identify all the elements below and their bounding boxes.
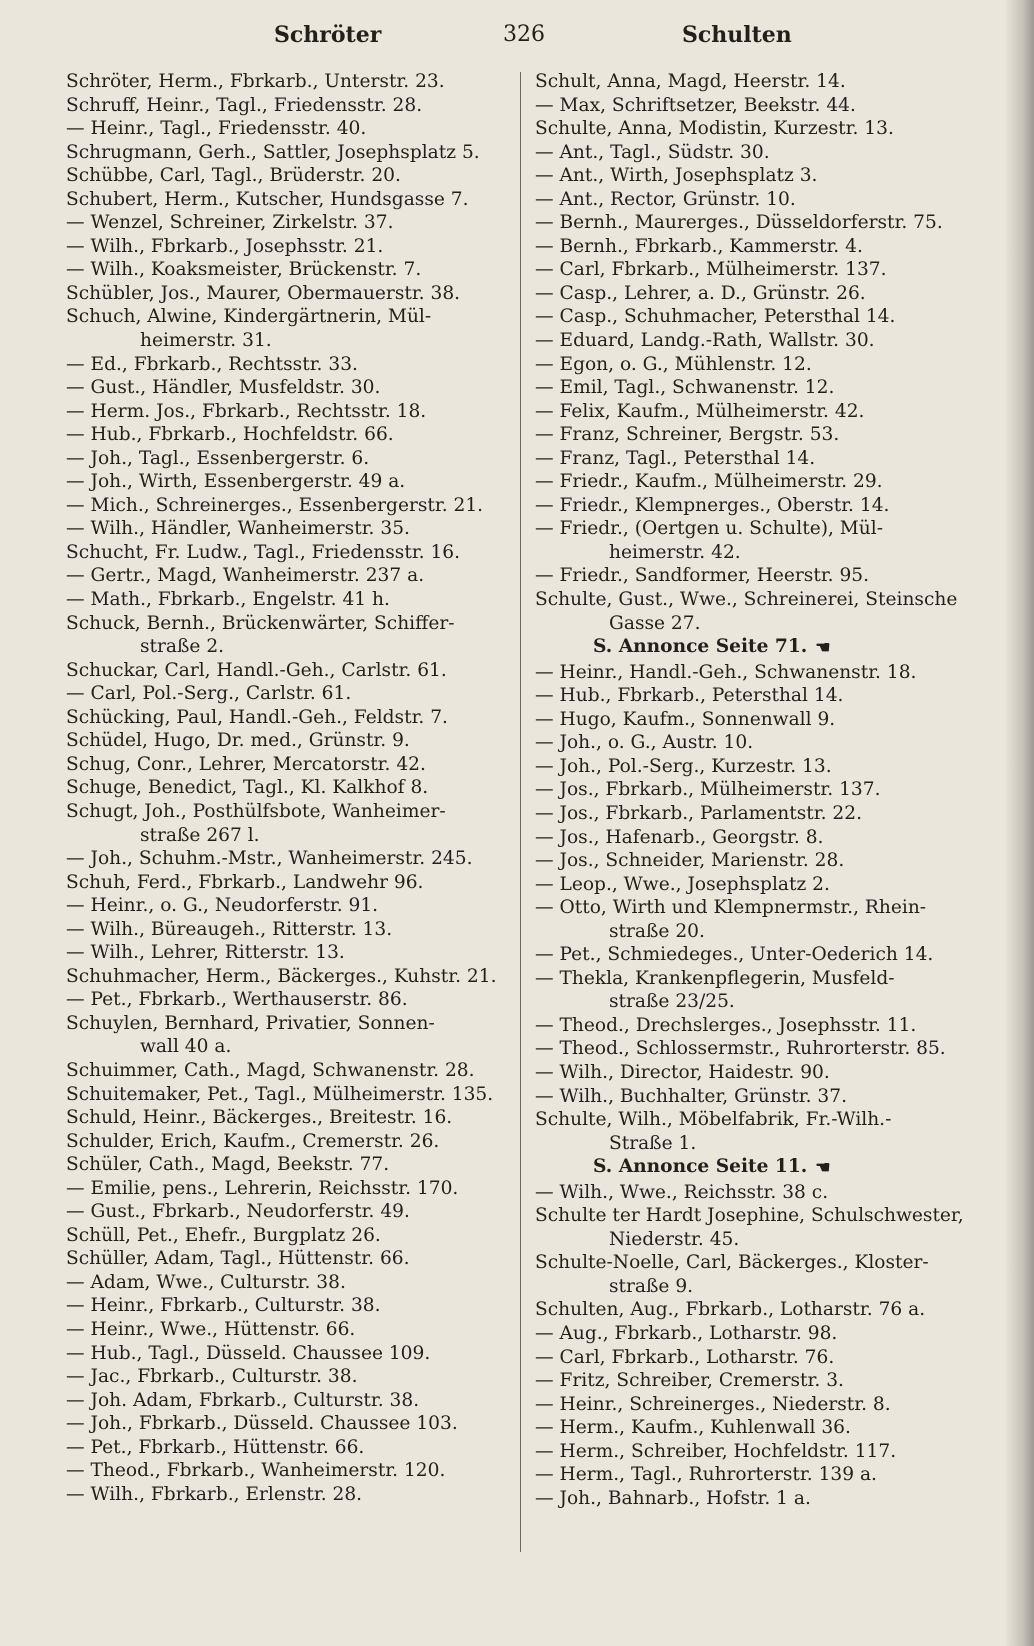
- directory-entry: — Jos., Fbrkarb., Parlamentstr. 22.: [535, 802, 863, 824]
- directory-entry: — Jos., Schneider, Marienstr. 28.: [535, 850, 845, 872]
- directory-entry-continuation: straße 9.: [609, 1275, 694, 1297]
- directory-entry: Schulte ter Hardt Josephine, Schulschwester,: [535, 1205, 964, 1227]
- directory-entry: Schucht, Fr. Ludw., Tagl., Friedensstr. 16.: [66, 541, 461, 563]
- directory-entry: — Hub., Fbrkarb., Hochfeldstr. 66.: [66, 424, 394, 446]
- directory-entry: Schüller, Adam, Tagl., Hüttenstr. 66.: [66, 1248, 410, 1270]
- directory-entry: — Gust., Händler, Musfeldstr. 30.: [66, 377, 381, 399]
- directory-entry: — Heinr., Schreinerges., Niederstr. 8.: [535, 1393, 891, 1415]
- directory-entry: — Wilh., Lehrer, Ritterstr. 13.: [66, 942, 345, 964]
- directory-entry: — Wilh., Fbrkarb., Erlenstr. 28.: [66, 1483, 363, 1505]
- header-left-keyword: Schröter: [274, 22, 382, 48]
- directory-entry: Schuckar, Carl, Handl.-Geh., Carlstr. 61.: [66, 659, 447, 681]
- directory-entry: Schröter, Herm., Fbrkarb., Unterstr. 23.: [66, 71, 445, 92]
- directory-entry: Schug, Conr., Lehrer, Mercatorstr. 42.: [66, 753, 426, 775]
- directory-entry: — Joh., Tagl., Essenbergerstr. 6.: [66, 447, 370, 469]
- page-number: 326: [503, 22, 545, 47]
- directory-entry: — Jos., Fbrkarb., Mülheimerstr. 137.: [535, 779, 881, 801]
- directory-entry: — Herm., Kaufm., Kuhlenwall 36.: [535, 1417, 851, 1439]
- directory-entry: Schuck, Bernh., Brückenwärter, Schiffer-: [66, 612, 455, 634]
- directory-entry: — Thekla, Krankenpflegerin, Musfeld-: [535, 967, 895, 989]
- directory-entry: Schulder, Erich, Kaufm., Cremerstr. 26.: [66, 1130, 440, 1152]
- pointing-hand-icon: ☚: [815, 1158, 831, 1179]
- directory-entry: — Jac., Fbrkarb., Culturstr. 38.: [66, 1366, 358, 1388]
- right-column: [535, 70, 995, 1510]
- directory-entry: — Bernh., Fbrkarb., Kammerstr. 4.: [535, 235, 863, 257]
- directory-entry-continuation: straße 23/25.: [609, 991, 735, 1013]
- directory-entry: — Joh., Schuhm.-Mstr., Wanheimerstr. 245.: [66, 848, 473, 870]
- directory-entry: Schuhmacher, Herm., Bäckerges., Kuhstr. 21.: [66, 965, 497, 987]
- directory-entry: Schrugmann, Gerh., Sattler, Josephsplatz 5.: [66, 141, 480, 163]
- directory-entry: Schuitemaker, Pet., Tagl., Mülheimerstr. 135.: [66, 1083, 494, 1105]
- directory-entry-continuation: Gasse 27.: [609, 612, 701, 634]
- directory-entry: — Joh., o. G., Austr. 10.: [535, 732, 754, 754]
- page-edge-shadow: [1006, 0, 1034, 1646]
- directory-entry: Schulte, Gust., Wwe., Schreinerei, Steinsche: [535, 589, 958, 611]
- directory-entry: Schubert, Herm., Kutscher, Hundsgasse 7.: [66, 188, 469, 210]
- directory-entry: — Wilh., Director, Haidestr. 90.: [535, 1061, 830, 1083]
- directory-entry: — Ant., Wirth, Josephsplatz 3.: [535, 165, 818, 187]
- directory-entry: — Wilh., Fbrkarb., Josephsstr. 21.: [66, 235, 384, 257]
- directory-entry: Schuge, Benedict, Tagl., Kl. Kalkhof 8.: [66, 777, 429, 799]
- directory-entry: — Friedr., Klempnerges., Oberstr. 14.: [535, 494, 890, 516]
- directory-entry: Schüdel, Hugo, Dr. med., Grünstr. 9.: [66, 730, 410, 752]
- directory-entry: — Joh. Adam, Fbrkarb., Culturstr. 38.: [66, 1389, 420, 1411]
- header-right-keyword: Schulten: [682, 22, 792, 48]
- directory-entry: Schulten, Aug., Fbrkarb., Lotharstr. 76 a.: [535, 1299, 926, 1321]
- directory-entry: — Wilh., Buchhalter, Grünstr. 37.: [535, 1085, 848, 1107]
- directory-entry: — Max, Schriftsetzer, Beekstr. 44.: [535, 94, 856, 116]
- directory-entry: — Theod., Fbrkarb., Wanheimerstr. 120.: [66, 1460, 446, 1482]
- directory-entry: Schugt, Joh., Posthülfsbote, Wanheimer-: [66, 800, 446, 822]
- directory-entry: — Heinr., Wwe., Hüttenstr. 66.: [66, 1318, 356, 1340]
- directory-entry-continuation: straße 2.: [140, 636, 225, 658]
- directory-entry: — Ed., Fbrkarb., Rechtsstr. 33.: [66, 353, 358, 375]
- directory-entry: Schuch, Alwine, Kindergärtnerin, Mül-: [66, 306, 432, 328]
- directory-entry-continuation: straße 267 l.: [140, 824, 260, 846]
- directory-entry: — Wilh., Koaksmeister, Brückenstr. 7.: [66, 259, 422, 281]
- directory-entry: Schücking, Paul, Handl.-Geh., Feldstr. 7.: [66, 706, 448, 728]
- directory-entry: — Pet., Fbrkarb., Hüttenstr. 66.: [66, 1436, 365, 1458]
- directory-entry: Schulte, Anna, Modistin, Kurzestr. 13.: [535, 118, 894, 140]
- column-divider: [520, 72, 521, 1552]
- directory-entry: — Joh., Pol.-Serg., Kurzestr. 13.: [535, 755, 832, 777]
- directory-entry: — Joh., Wirth, Essenbergerstr. 49 a.: [66, 471, 406, 493]
- directory-entry: — Hugo, Kaufm., Sonnenwall 9.: [535, 708, 836, 730]
- directory-entry-continuation: Straße 1.: [609, 1132, 697, 1154]
- page-header: [0, 20, 1034, 56]
- directory-entry: Schruff, Heinr., Tagl., Friedensstr. 28.: [66, 94, 423, 116]
- directory-entry: — Emil, Tagl., Schwanenstr. 12.: [535, 377, 835, 399]
- directory-entry: — Herm. Jos., Fbrkarb., Rechtsstr. 18.: [66, 400, 427, 422]
- directory-entry: Schuld, Heinr., Bäckerges., Breitestr. 16.: [66, 1107, 453, 1129]
- directory-entry: — Carl, Fbrkarb., Lotharstr. 76.: [535, 1346, 835, 1368]
- directory-entry-continuation: heimerstr. 42.: [609, 541, 741, 563]
- directory-entry: — Friedr., Sandformer, Heerstr. 95.: [535, 565, 870, 587]
- directory-entry: — Emilie, pens., Lehrerin, Reichsstr. 170.: [66, 1177, 459, 1199]
- directory-entry: — Wilh., Wwe., Reichsstr. 38 c.: [535, 1181, 829, 1203]
- directory-entry: — Franz, Tagl., Petersthal 14.: [535, 447, 816, 469]
- directory-entry: — Hub., Fbrkarb., Petersthal 14.: [535, 685, 844, 707]
- directory-entry: — Theod., Schlossermstr., Ruhrorterstr. 85.: [535, 1038, 946, 1060]
- directory-entry: — Heinr., Tagl., Friedensstr. 40.: [66, 118, 367, 140]
- directory-entry: — Wenzel, Schreiner, Zirkelstr. 37.: [66, 212, 394, 234]
- directory-entry: — Wilh., Büreaugeh., Ritterstr. 13.: [66, 918, 393, 940]
- directory-entry: — Math., Fbrkarb., Engelstr. 41 h.: [66, 589, 390, 611]
- directory-entry: — Franz, Schreiner, Bergstr. 53.: [535, 424, 840, 446]
- directory-entry: — Otto, Wirth und Klempnermstr., Rhein-: [535, 897, 927, 919]
- directory-entry: — Eduard, Landg.-Rath, Wallstr. 30.: [535, 330, 875, 352]
- directory-entry: — Wilh., Händler, Wanheimerstr. 35.: [66, 518, 410, 540]
- directory-entry: Schuh, Ferd., Fbrkarb., Landwehr 96.: [66, 871, 424, 893]
- directory-entry-continuation: straße 20.: [609, 920, 705, 942]
- directory-entry: — Friedr., Kaufm., Mülheimerstr. 29.: [535, 471, 883, 493]
- directory-entry: Schübbe, Carl, Tagl., Brüderstr. 20.: [66, 165, 401, 187]
- directory-entry: — Hub., Tagl., Düsseld. Chaussee 109.: [66, 1342, 431, 1364]
- pointing-hand-icon: ☚: [815, 638, 831, 659]
- directory-entry: — Casp., Lehrer, a. D., Grünstr. 26.: [535, 282, 866, 304]
- directory-entry: — Friedr., (Oertgen u. Schulte), Mül-: [535, 518, 884, 540]
- directory-entry: — Joh., Fbrkarb., Düsseld. Chaussee 103.: [66, 1413, 458, 1435]
- directory-entry: — Theod., Drechslerges., Josephsstr. 11.: [535, 1014, 917, 1036]
- directory-entry: Schüll, Pet., Ehefr., Burgplatz 26.: [66, 1224, 381, 1246]
- annonce-reference: [535, 1155, 995, 1181]
- directory-entry: Schulte-Noelle, Carl, Bäckerges., Kloster-: [535, 1252, 929, 1274]
- directory-entry: — Fritz, Schreiber, Cremerstr. 3.: [535, 1370, 844, 1392]
- annonce-text: S. Annonce Seite 11.: [593, 1156, 808, 1178]
- directory-entry: — Casp., Schuhmacher, Petersthal 14.: [535, 306, 896, 328]
- directory-entry-continuation: wall 40 a.: [140, 1036, 232, 1058]
- directory-entry: Schult, Anna, Magd, Heerstr. 14.: [535, 71, 846, 92]
- directory-entry: — Herm., Tagl., Ruhrorterstr. 139 a.: [535, 1464, 877, 1486]
- directory-entry: — Herm., Schreiber, Hochfeldstr. 117.: [535, 1440, 897, 1462]
- directory-entry: — Heinr., Handl.-Geh., Schwanenstr. 18.: [535, 661, 917, 683]
- directory-entry: — Ant., Rector, Grünstr. 10.: [535, 188, 796, 210]
- directory-entry: Schuimmer, Cath., Magd, Schwanenstr. 28.: [66, 1059, 475, 1081]
- directory-entry: Schuylen, Bernhard, Privatier, Sonnen-: [66, 1012, 435, 1034]
- directory-entry: — Pet., Fbrkarb., Werthauserstr. 86.: [66, 989, 408, 1011]
- directory-entry: — Aug., Fbrkarb., Lotharstr. 98.: [535, 1322, 838, 1344]
- directory-entry-continuation: Niederstr. 45.: [609, 1228, 740, 1250]
- directory-entry: — Mich., Schreinerges., Essenbergerstr. 21.: [66, 494, 484, 516]
- directory-entry: Schübler, Jos., Maurer, Obermauerstr. 38.: [66, 282, 461, 304]
- directory-entry-continuation: heimerstr. 31.: [140, 330, 272, 352]
- directory-entry: — Felix, Kaufm., Mülheimerstr. 42.: [535, 400, 865, 422]
- annonce-text: S. Annonce Seite 71.: [593, 636, 808, 658]
- directory-entry: — Bernh., Maurerges., Düsseldorferstr. 75.: [535, 212, 943, 234]
- directory-entry: — Heinr., Fbrkarb., Culturstr. 38.: [66, 1295, 381, 1317]
- directory-entry: — Ant., Tagl., Südstr. 30.: [535, 141, 770, 163]
- directory-entry: — Joh., Bahnarb., Hofstr. 1 a.: [535, 1487, 811, 1509]
- directory-entry: — Pet., Schmiedeges., Unter-Oederich 14.: [535, 944, 934, 966]
- directory-entry: Schulte, Wilh., Möbelfabrik, Fr.-Wilh.-: [535, 1109, 892, 1131]
- directory-entry: — Jos., Hafenarb., Georgstr. 8.: [535, 826, 824, 848]
- directory-entry: — Gust., Fbrkarb., Neudorferstr. 49.: [66, 1201, 410, 1223]
- directory-entry: — Leop., Wwe., Josephsplatz 2.: [535, 873, 830, 895]
- directory-entry: — Egon, o. G., Mühlenstr. 12.: [535, 353, 812, 375]
- directory-entry: Schüler, Cath., Magd, Beekstr. 77.: [66, 1154, 390, 1176]
- left-column: [66, 70, 506, 1506]
- directory-entry: — Gertr., Magd, Wanheimerstr. 237 a.: [66, 565, 425, 587]
- annonce-reference: [535, 635, 995, 661]
- directory-entry: — Carl, Fbrkarb., Mülheimerstr. 137.: [535, 259, 887, 281]
- directory-entry: — Heinr., o. G., Neudorferstr. 91.: [66, 895, 379, 917]
- directory-entry: — Carl, Pol.-Serg., Carlstr. 61.: [66, 683, 352, 705]
- directory-entry: — Adam, Wwe., Culturstr. 38.: [66, 1271, 346, 1293]
